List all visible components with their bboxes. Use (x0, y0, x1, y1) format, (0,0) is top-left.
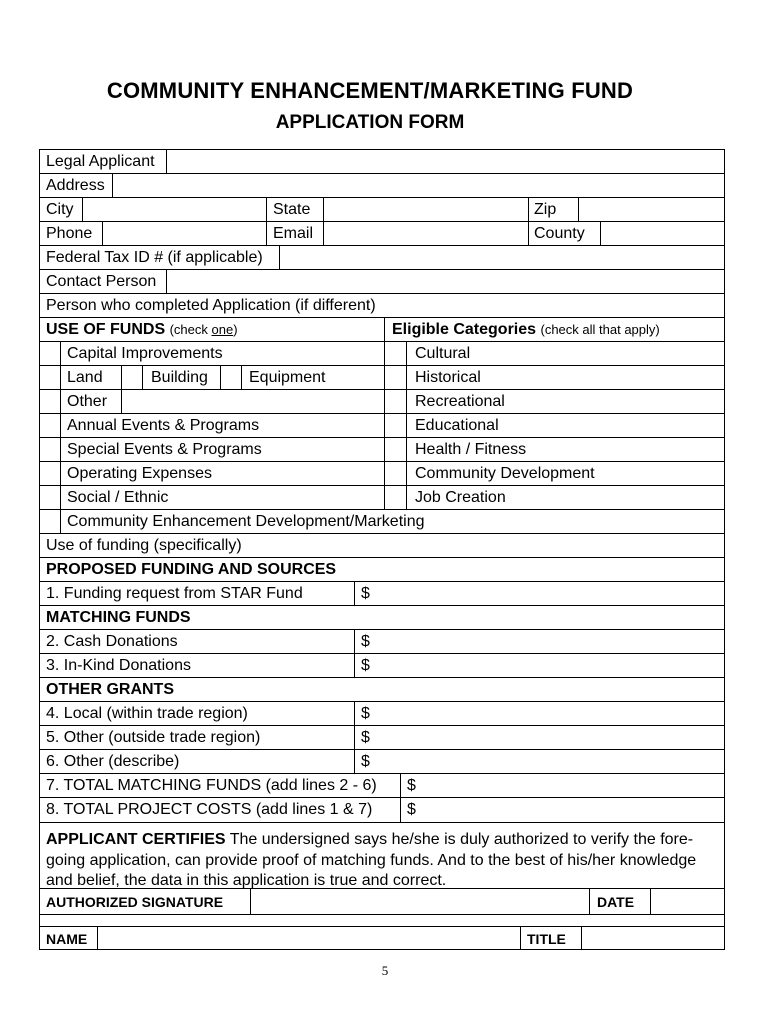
name-field[interactable] (98, 927, 519, 949)
title-field[interactable] (582, 927, 724, 949)
certification-text: APPLICANT CERTIFIES The undersigned says he/she is duly authorized to verify the fore-going application, can provide proof of matching funds. And to the best of his/her knowledge and belief, the data in this application is true and correct. (46, 831, 697, 889)
person-completed-label: Person who completed Application (if different) (46, 297, 376, 314)
funding-line-3-label: 3. In-Kind Donations (46, 657, 191, 674)
funding-line-2-label: 2. Cash Donations (46, 633, 178, 650)
funding-line-5-field[interactable] (375, 726, 724, 749)
funding-line-7-field[interactable] (421, 774, 724, 797)
dollar-sign: $ (361, 633, 370, 650)
form-title: COMMUNITY ENHANCEMENT/MARKETING FUND (106, 78, 634, 103)
dollar-sign: $ (361, 705, 370, 722)
funding-line-6-label: 6. Other (describe) (46, 753, 180, 770)
use-specifically-label: Use of funding (specifically) (46, 537, 242, 554)
eligible-recreational-label: Recreational (415, 393, 505, 410)
funding-line-1-field[interactable] (375, 582, 724, 605)
other-grants-heading: OTHER GRANTS (46, 681, 174, 698)
dollar-sign: $ (361, 657, 370, 674)
county-label: County (534, 225, 585, 242)
funding-line-7-label: 7. TOTAL MATCHING FUNDS (add lines 2 - 6) (46, 777, 377, 794)
recreational-checkbox[interactable] (385, 390, 406, 413)
state-label: State (273, 201, 311, 218)
address-label: Address (46, 177, 105, 194)
address-field[interactable] (113, 174, 724, 197)
land-checkbox[interactable] (122, 366, 142, 389)
email-label: Email (273, 225, 314, 242)
annual-events-label: Annual Events & Programs (67, 417, 260, 434)
funding-line-8-field[interactable] (421, 798, 724, 821)
contact-person-field[interactable] (167, 270, 724, 293)
date-label: DATE (597, 894, 635, 910)
date-field[interactable] (651, 889, 724, 914)
cultural-checkbox[interactable] (385, 342, 406, 365)
city-field[interactable] (83, 198, 265, 221)
federal-tax-id-label: Federal Tax ID # (if applicable) (46, 249, 263, 266)
operating-expenses-label: Operating Expenses (67, 465, 212, 482)
funding-line-2-field[interactable] (375, 630, 724, 653)
capital-improvements-label: Capital Improvements (67, 345, 223, 362)
job-creation-checkbox[interactable] (385, 486, 406, 509)
social-ethnic-label: Social / Ethnic (67, 489, 169, 506)
funding-line-8-label: 8. TOTAL PROJECT COSTS (add lines 1 & 7) (46, 801, 373, 818)
community-development-checkbox[interactable] (385, 462, 406, 485)
eligible-job-creation-label: Job Creation (415, 489, 506, 506)
phone-label: Phone (46, 225, 93, 242)
land-label: Land (67, 369, 103, 386)
proposed-funding-heading: PROPOSED FUNDING AND SOURCES (46, 561, 337, 578)
special-events-checkbox[interactable] (40, 438, 60, 461)
funding-line-6-field[interactable] (375, 750, 724, 773)
building-label: Building (151, 369, 208, 386)
funding-line-4-label: 4. Local (within trade region) (46, 705, 248, 722)
zip-label: Zip (534, 201, 557, 218)
dollar-sign: $ (361, 753, 370, 770)
community-enhancement-label: Community Enhancement Development/Marketing (67, 513, 425, 530)
eligible-cultural-label: Cultural (415, 345, 471, 362)
dollar-sign: $ (361, 585, 370, 602)
annual-events-checkbox[interactable] (40, 414, 60, 437)
eligible-categories-heading: Eligible Categories (check all that apply) (392, 321, 660, 338)
federal-tax-id-field[interactable] (280, 246, 724, 269)
matching-funds-heading: MATCHING FUNDS (46, 609, 191, 626)
historical-checkbox[interactable] (385, 366, 406, 389)
zip-field[interactable] (579, 198, 724, 221)
email-field[interactable] (324, 222, 527, 245)
funding-line-1-label: 1. Funding request from STAR Fund (46, 585, 303, 602)
dollar-sign: $ (361, 729, 370, 746)
signature-field[interactable] (251, 889, 588, 914)
social-ethnic-checkbox[interactable] (40, 486, 60, 509)
health-fitness-checkbox[interactable] (385, 438, 406, 461)
authorized-signature-label: AUTHORIZED SIGNATURE (46, 894, 224, 910)
other-label: Other (67, 393, 108, 410)
dollar-sign: $ (407, 801, 416, 818)
city-label: City (46, 201, 74, 218)
page-number: 5 (381, 963, 389, 978)
title-label: TITLE (527, 931, 566, 947)
funding-line-5-label: 5. Other (outside trade region) (46, 729, 261, 746)
equipment-label: Equipment (249, 369, 326, 386)
eligible-historical-label: Historical (415, 369, 481, 386)
eligible-health-label: Health / Fitness (415, 441, 527, 458)
other-checkbox[interactable] (40, 390, 60, 413)
phone-field[interactable] (103, 222, 265, 245)
eligible-community-development-label: Community Development (415, 465, 595, 482)
legal-applicant-label: Legal Applicant (46, 153, 155, 170)
funding-line-4-field[interactable] (375, 702, 724, 725)
state-field[interactable] (324, 198, 527, 221)
educational-checkbox[interactable] (385, 414, 406, 437)
community-enhancement-checkbox[interactable] (40, 510, 60, 533)
name-label: NAME (46, 931, 88, 947)
eligible-educational-label: Educational (415, 417, 499, 434)
building-checkbox[interactable] (221, 366, 241, 389)
operating-expenses-checkbox[interactable] (40, 462, 60, 485)
application-form (39, 149, 725, 950)
funding-line-3-field[interactable] (375, 654, 724, 677)
legal-applicant-field[interactable] (167, 150, 724, 173)
other-field[interactable] (122, 390, 384, 413)
form-subtitle: APPLICATION FORM (275, 112, 465, 133)
dollar-sign: $ (407, 777, 416, 794)
county-field[interactable] (601, 222, 724, 245)
use-of-funds-heading: USE OF FUNDS (check one) (46, 321, 238, 338)
capital-improvements-checkbox[interactable] (40, 342, 60, 365)
special-events-label: Special Events & Programs (67, 441, 262, 458)
contact-person-label: Contact Person (46, 273, 157, 290)
